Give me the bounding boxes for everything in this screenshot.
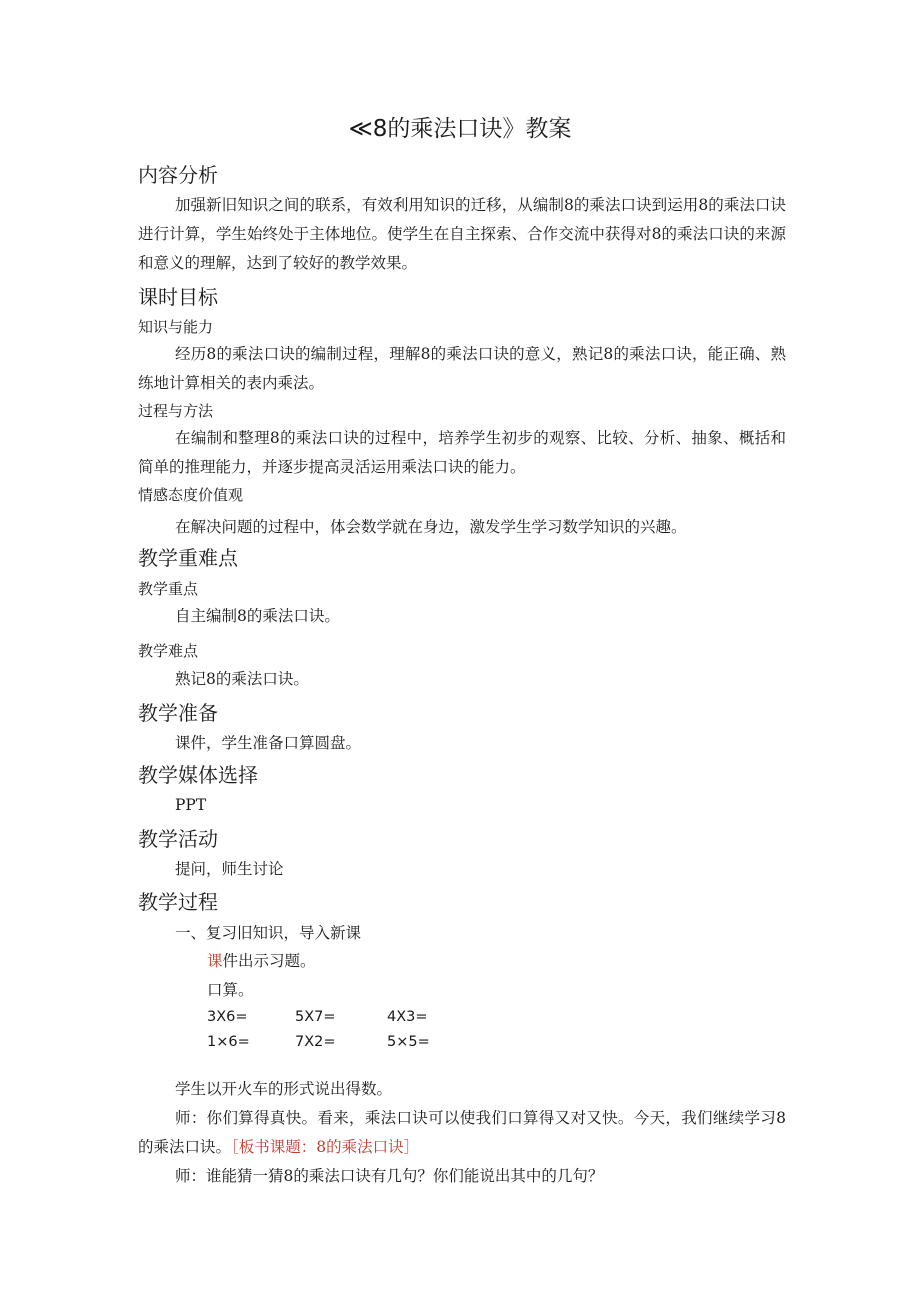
heading-process: 教学过程 — [138, 890, 218, 914]
preparation-text: 课件，学生准备口算圆盘。 — [175, 734, 362, 752]
label-knowledge: 知识与能力 — [138, 318, 214, 336]
process-step-1: 一、复习旧知识，导入新课 — [175, 924, 362, 942]
process-method-text: 在编制和整理8的乘法口诀的过程中，培养学生初步的观察、比较、分析、抽象、概括和简单的推理能力，并逐步提高灵活运用乘法口诀的能力。 — [138, 429, 786, 476]
heading-activities: 教学活动 — [138, 827, 218, 851]
content-analysis-text: 加强新旧知识之间的联系，有效利用知识的迁移，从编制8的乘法口诀到运用8的乘法口诀进行计算，学生始终处于主体地位。使学生在自主探索、合作交流中获得对8的乘法口诀的来源和意义的理解，达到了较好的教学效果。 — [138, 196, 786, 272]
label-focus: 教学重点 — [138, 580, 199, 598]
label-difficulty: 教学难点 — [138, 642, 199, 660]
math-row-1 — [207, 1007, 447, 1027]
heading-preparation: 教学准备 — [138, 701, 218, 725]
teacher-text-1-main: 师：你们算得真快。看来，乘法口诀可以使我们口算得又对又快。今天，我们继续学习8的乘法口诀。 — [138, 1109, 786, 1156]
math-item: 5X7= — [295, 1009, 336, 1025]
courseware-first-char: 课 — [207, 952, 223, 970]
math-item: 4X3= — [387, 1009, 428, 1025]
math-item: 3X6= — [207, 1009, 248, 1025]
heading-key-points: 教学重难点 — [138, 546, 238, 570]
heading-objectives: 课时目标 — [138, 285, 218, 309]
activities-text: 提问，师生讨论 — [175, 860, 284, 878]
oral-calc-label: 口算。 — [207, 981, 254, 999]
heading-media: 教学媒体选择 — [138, 763, 258, 787]
math-item: 7X2= — [295, 1034, 336, 1050]
attitude-text: 在解决问题的过程中，体会数学就在身边，激发学生学习数学知识的兴趣。 — [175, 518, 687, 536]
document-title: ≪8的乘法口诀》教案 — [348, 116, 572, 142]
media-text: PPT — [175, 796, 207, 814]
knowledge-text: 经历8的乘法口诀的编制过程，理解8的乘法口诀的意义，熟记8的乘法口诀，能正确、熟练地计算相关的表内乘法。 — [138, 345, 786, 392]
math-row-2 — [207, 1032, 447, 1052]
teacher-text-2: 师：谁能猜一猜8的乘法口诀有几句？你们能说出其中的几句？ — [175, 1167, 604, 1185]
heading-content-analysis: 内容分析 — [138, 163, 218, 187]
difficulty-text: 熟记8的乘法口诀。 — [175, 670, 309, 688]
board-title-note: ［板书课题：8的乘法口诀］ — [231, 1138, 420, 1156]
label-process-method: 过程与方法 — [138, 402, 214, 420]
courseware-rest: 件出示习题。 — [222, 952, 316, 970]
courseware-line — [207, 950, 316, 972]
label-attitude: 情感态度价值观 — [138, 486, 244, 504]
math-item: 5×5= — [387, 1034, 430, 1050]
focus-text: 自主编制8的乘法口诀。 — [175, 607, 340, 625]
teacher-text-1 — [138, 1104, 786, 1162]
math-item: 1×6= — [207, 1034, 250, 1050]
students-text: 学生以开火车的形式说出得数。 — [175, 1080, 393, 1098]
